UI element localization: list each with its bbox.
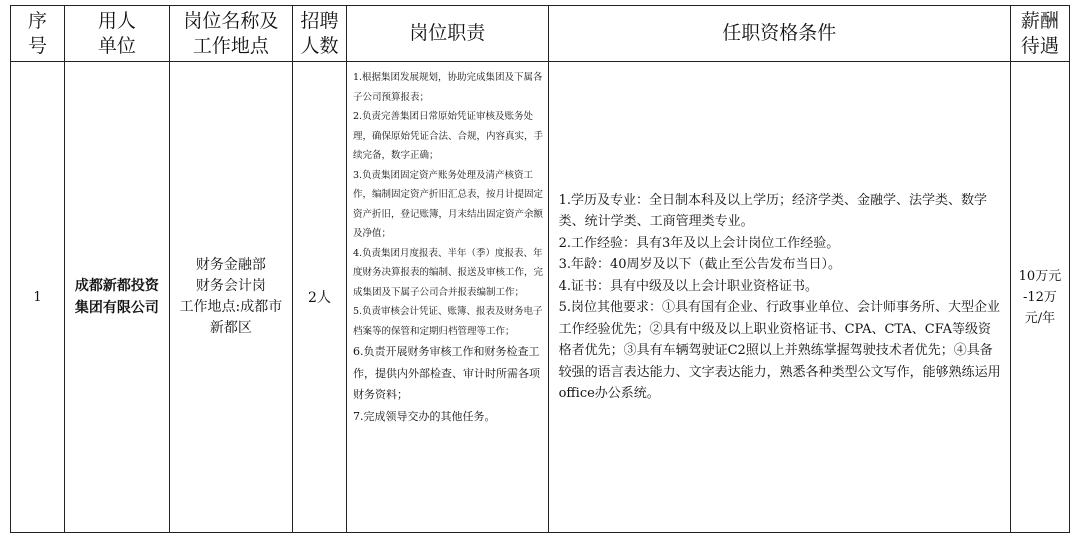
cell-position: 财务金融部 财务会计岗 工作地点:成都市 新都区	[169, 62, 292, 533]
cell-unit: 成都新都投资 集团有限公司	[64, 62, 169, 533]
cell-qualifications	[548, 62, 1010, 533]
cell-duties	[346, 62, 548, 533]
qualification-item: 5.岗位其他要求：①具有国有企业、行政事业单位、会计师事务所、大型企业工作经验优先；②具有中级及以上职业资格证书、CPA、CTA、CFA等级资格者优先；③具有车辆驾驶证C2照以上并熟练掌握驾驶技术者优先；④具备较强的语言表达能力、文字表达能力，熟悉各种类型公文写作，能够熟练运用office办公系统。	[558, 300, 1001, 401]
recruitment-table	[10, 5, 1070, 533]
header-pay: 薪酬 待遇	[1010, 6, 1069, 62]
header-duties: 岗位职责	[346, 6, 548, 62]
duty-item: 5.负责审核会计凭证、账簿、报表及财务电子档案等的保管和定期归档管理等工作；	[352, 306, 543, 337]
duty-item: 6.负责开展财务审核工作和财务检查工作，提供内外部检查、审计时所需各项财务资料；	[352, 345, 540, 401]
header-qualifications: 任职资格条件	[548, 6, 1010, 62]
duty-item: 2.负责完善集团日常原始凭证审核及账务处理，确保原始凭证合法、合规，内容真实，手续完备，数字正确；	[352, 111, 543, 161]
qualification-item: 1.学历及专业：全日制本科及以上学历；经济学类、金融学、法学类、数学类、统计学类、工商管理类专业。	[558, 192, 987, 229]
duty-item: 4.负责集团月度报表、半年（季）度报表、年度财务决算报表的编制、报送及审核工作，完成集团及下属子公司合并报表编制工作；	[352, 247, 543, 298]
cell-count: 2人	[293, 62, 347, 533]
table-row	[11, 62, 1070, 533]
header-count: 招聘 人数	[293, 6, 347, 62]
duty-item: 3.负责集团固定资产账务处理及清产核资工作，编制固定资产折旧汇总表，按月计提固定资产折旧，登记账簿，月末结出固定资产余额及净值；	[352, 169, 543, 239]
duty-item: 7.完成领导交办的其他任务。	[352, 409, 496, 423]
qualification-item: 4.证书：具有中级及以上会计职业资格证书。	[558, 278, 818, 294]
header-unit: 用人 单位	[64, 6, 169, 62]
cell-pay: 10万元 -12万 元/年	[1010, 62, 1069, 533]
cell-no: 1	[11, 62, 65, 533]
qualification-item: 2.工作经验：具有3年及以上会计岗位工作经验。	[558, 235, 840, 251]
duty-item: 1.根据集团发展规划，协助完成集团及下属各子公司预算报表；	[352, 72, 543, 103]
qualification-item: 3.年龄：40周岁及以下（截止至公告发布当日）。	[558, 257, 842, 272]
header-position: 岗位名称及 工作地点	[169, 6, 292, 62]
header-row	[11, 6, 1070, 62]
header-no: 序 号	[11, 6, 65, 62]
